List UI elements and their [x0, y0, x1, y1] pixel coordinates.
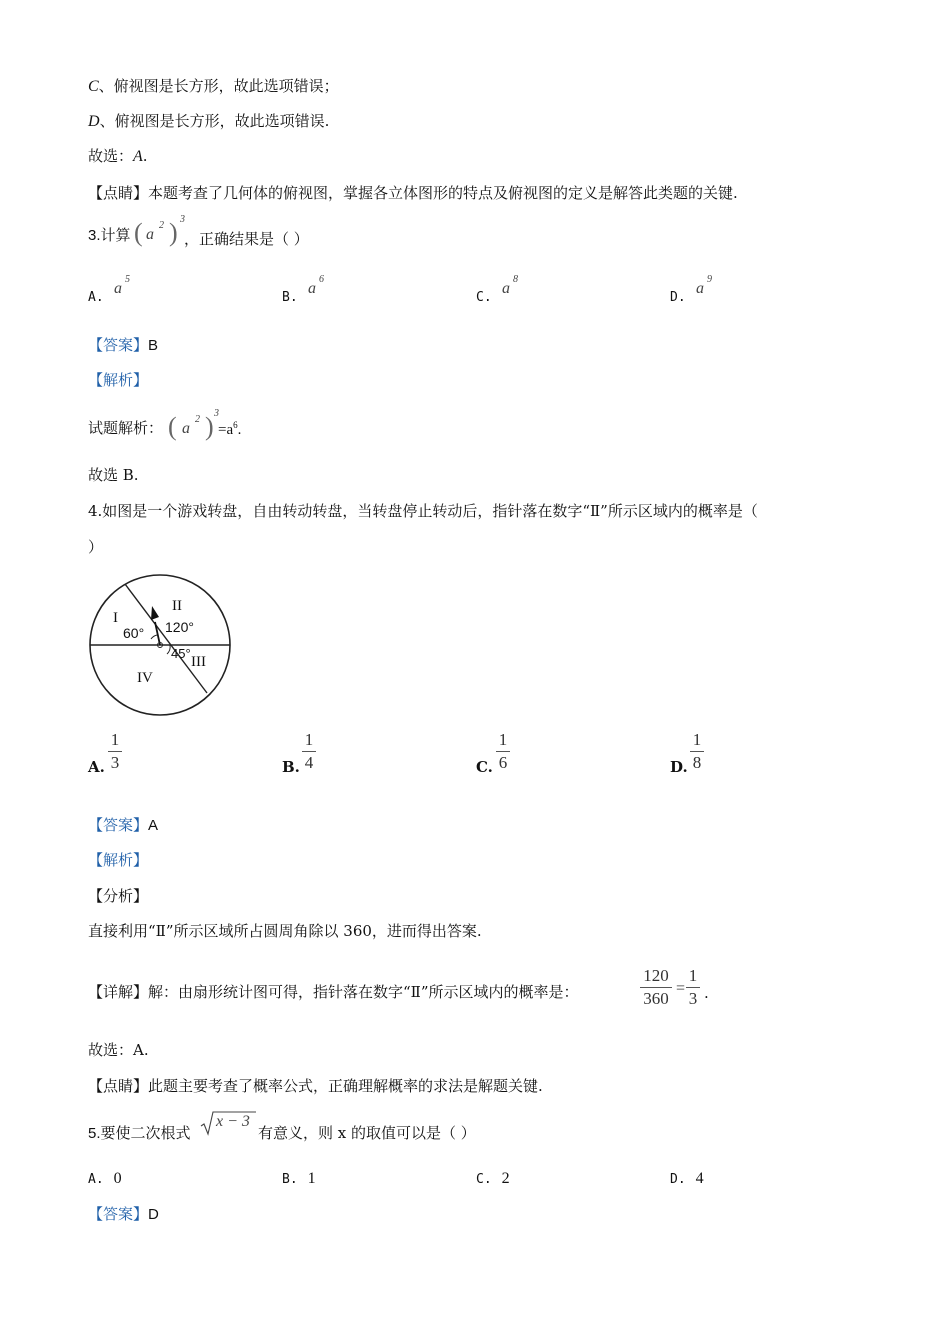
option-fraction — [496, 730, 510, 773]
option-label: C. — [476, 1172, 492, 1187]
question-4-line2: ） — [88, 538, 104, 556]
detail-text: 解：由扇形统计图可得，指针落在数字“Ⅱ”所示区域内的概率是： — [148, 983, 579, 1001]
option-fraction — [690, 730, 704, 773]
analysis-tag: 【解析】 — [88, 372, 149, 389]
solution-expression: ( a 2 ) 3 $=a^6$. — [168, 408, 242, 441]
option-label: A. — [88, 290, 104, 305]
expr-inner-exp: 2 — [159, 220, 164, 231]
angle-60-label: 60° — [123, 625, 145, 641]
point-line — [88, 1076, 543, 1096]
option-a — [88, 1170, 122, 1188]
option-letter: C — [88, 78, 99, 95]
option-base: a — [114, 280, 122, 297]
option-base: a — [502, 280, 510, 297]
option-label: D. — [670, 290, 686, 305]
option-c — [476, 1170, 510, 1188]
option-value: 1 — [307, 1170, 316, 1187]
answer-tag: 【答案】 — [88, 817, 149, 834]
detail-line — [88, 982, 579, 1002]
answer-value: A — [148, 817, 159, 834]
answer-line — [88, 1205, 159, 1225]
region-4-label: IV — [137, 670, 153, 686]
question-prefix: 3.计算 — [88, 227, 131, 244]
frac-numerator: 1 — [304, 730, 314, 749]
analysis-tag: 【解析】 — [88, 852, 149, 869]
option-label: B. — [282, 758, 300, 776]
option-label: C. — [476, 758, 493, 776]
region-2-label: II — [172, 598, 182, 614]
fraction-120-360 — [640, 966, 672, 1009]
angle-45-label: 45° — [171, 646, 191, 661]
frac-numerator: 1 — [498, 730, 508, 749]
option-fraction — [108, 730, 122, 773]
option-label: C. — [476, 290, 492, 305]
frac-numerator: 120 — [643, 966, 669, 985]
frac-denominator: 360 — [643, 989, 669, 1008]
option-label: A. — [88, 1172, 104, 1187]
option-exponent: 6 — [319, 274, 324, 285]
option-exponent: 8 — [513, 274, 518, 285]
fenxi-tag: 【分析】 — [88, 887, 149, 905]
option-base: a — [308, 280, 316, 297]
point-tag: 【点睛】 — [88, 184, 149, 202]
choose-a: 故选：A. — [88, 1041, 149, 1059]
option-exponent: 5 — [125, 274, 130, 285]
option-label: B. — [282, 290, 298, 305]
option-b — [282, 1170, 316, 1188]
explanation-text: 、俯视图是长方形，故此选项错误. — [99, 112, 330, 130]
angle-120-label: 120° — [165, 619, 194, 635]
explanation-d — [88, 111, 329, 132]
question-4-line1: 4.如图是一个游戏转盘，自由转动转盘，当转盘停止转动后，指针落在数字“Ⅱ”所示区域内的概率是（ — [88, 502, 758, 520]
choose-b: 故选 B. — [88, 466, 139, 484]
choose-letter: A — [133, 148, 143, 165]
expr-outer-exp: 3 — [180, 214, 185, 225]
q3-expression: ( a 2 ) 3 — [134, 214, 185, 247]
question-5-suffix: 有意义，则 x 的取值可以是（ ） — [258, 1124, 476, 1142]
spinner-pointer — [155, 622, 160, 645]
explanation-text: 、俯视图是长方形，故此选项错误； — [98, 77, 339, 95]
frac-denominator: 8 — [692, 753, 702, 772]
point-text: 本题考查了几何体的俯视图，掌握各立体图形的特点及俯视图的定义是解答此类题的关键. — [148, 184, 738, 202]
answer-tag: 【答案】 — [88, 337, 149, 354]
sqrt-expression — [200, 1110, 255, 1136]
answer-tag: 【答案】 — [88, 1206, 149, 1223]
option-letter: D — [88, 113, 100, 130]
fraction-1-3 — [686, 966, 700, 1009]
point-tag: 【点睛】 — [88, 1077, 149, 1095]
explanation-c — [88, 76, 339, 97]
answer-line — [88, 816, 158, 836]
frac-denominator: 6 — [498, 753, 508, 772]
option-exponent: 9 — [707, 274, 712, 285]
option-label: B. — [282, 1172, 298, 1187]
spinner-figure — [85, 570, 235, 720]
frac-denominator: 3 — [688, 989, 698, 1008]
point-text: 此题主要考查了概率公式，正确理解概率的求法是解题关键. — [148, 1077, 543, 1095]
question-3 — [88, 225, 131, 255]
question-5-prefix: 5.要使二次根式 — [88, 1125, 191, 1142]
option-value: 0 — [113, 1170, 122, 1187]
solution-result: $=a^6$. — [218, 420, 242, 438]
choose-line — [88, 146, 148, 167]
option-label: A. — [88, 758, 105, 776]
region-1-label: I — [113, 610, 118, 626]
region-3-label: III — [191, 654, 206, 670]
frac-denominator: 3 — [110, 753, 120, 772]
expr-inner-exp: 2 — [195, 414, 200, 425]
expr-base: a — [182, 420, 190, 437]
expr-base: a — [146, 226, 154, 243]
option-value: 4 — [695, 1170, 704, 1187]
option-d — [670, 1170, 704, 1188]
frac-numerator: 1 — [692, 730, 702, 749]
answer-value: D — [148, 1206, 159, 1223]
radicand: x − 3 — [216, 1113, 250, 1130]
choose-suffix: . — [142, 147, 148, 165]
fenxi-text: 直接利用“Ⅱ”所示区域所占圆周角除以 360，进而得出答案. — [88, 922, 482, 940]
answer-line — [88, 336, 158, 356]
equals-sign: = — [676, 980, 686, 997]
solution-prefix: 试题解析： — [88, 419, 164, 437]
frac-numerator: 1 — [110, 730, 120, 749]
answer-value: B — [148, 337, 159, 354]
option-value: 2 — [501, 1170, 510, 1187]
option-base: a — [696, 280, 704, 297]
frac-denominator: 4 — [304, 753, 314, 772]
option-fraction — [302, 730, 316, 773]
point-line — [88, 183, 738, 203]
question-suffix: ，正确结果是（ ） — [184, 230, 309, 248]
option-label: D. — [670, 1172, 686, 1187]
detail-end: . — [704, 984, 709, 1002]
choose-prefix: 故选： — [88, 147, 134, 165]
detail-tag: 【详解】 — [88, 983, 149, 1001]
expr-outer-exp: 3 — [214, 408, 219, 419]
arrow-icon — [151, 606, 159, 620]
option-label: D. — [670, 758, 688, 776]
frac-numerator: 1 — [688, 966, 698, 985]
